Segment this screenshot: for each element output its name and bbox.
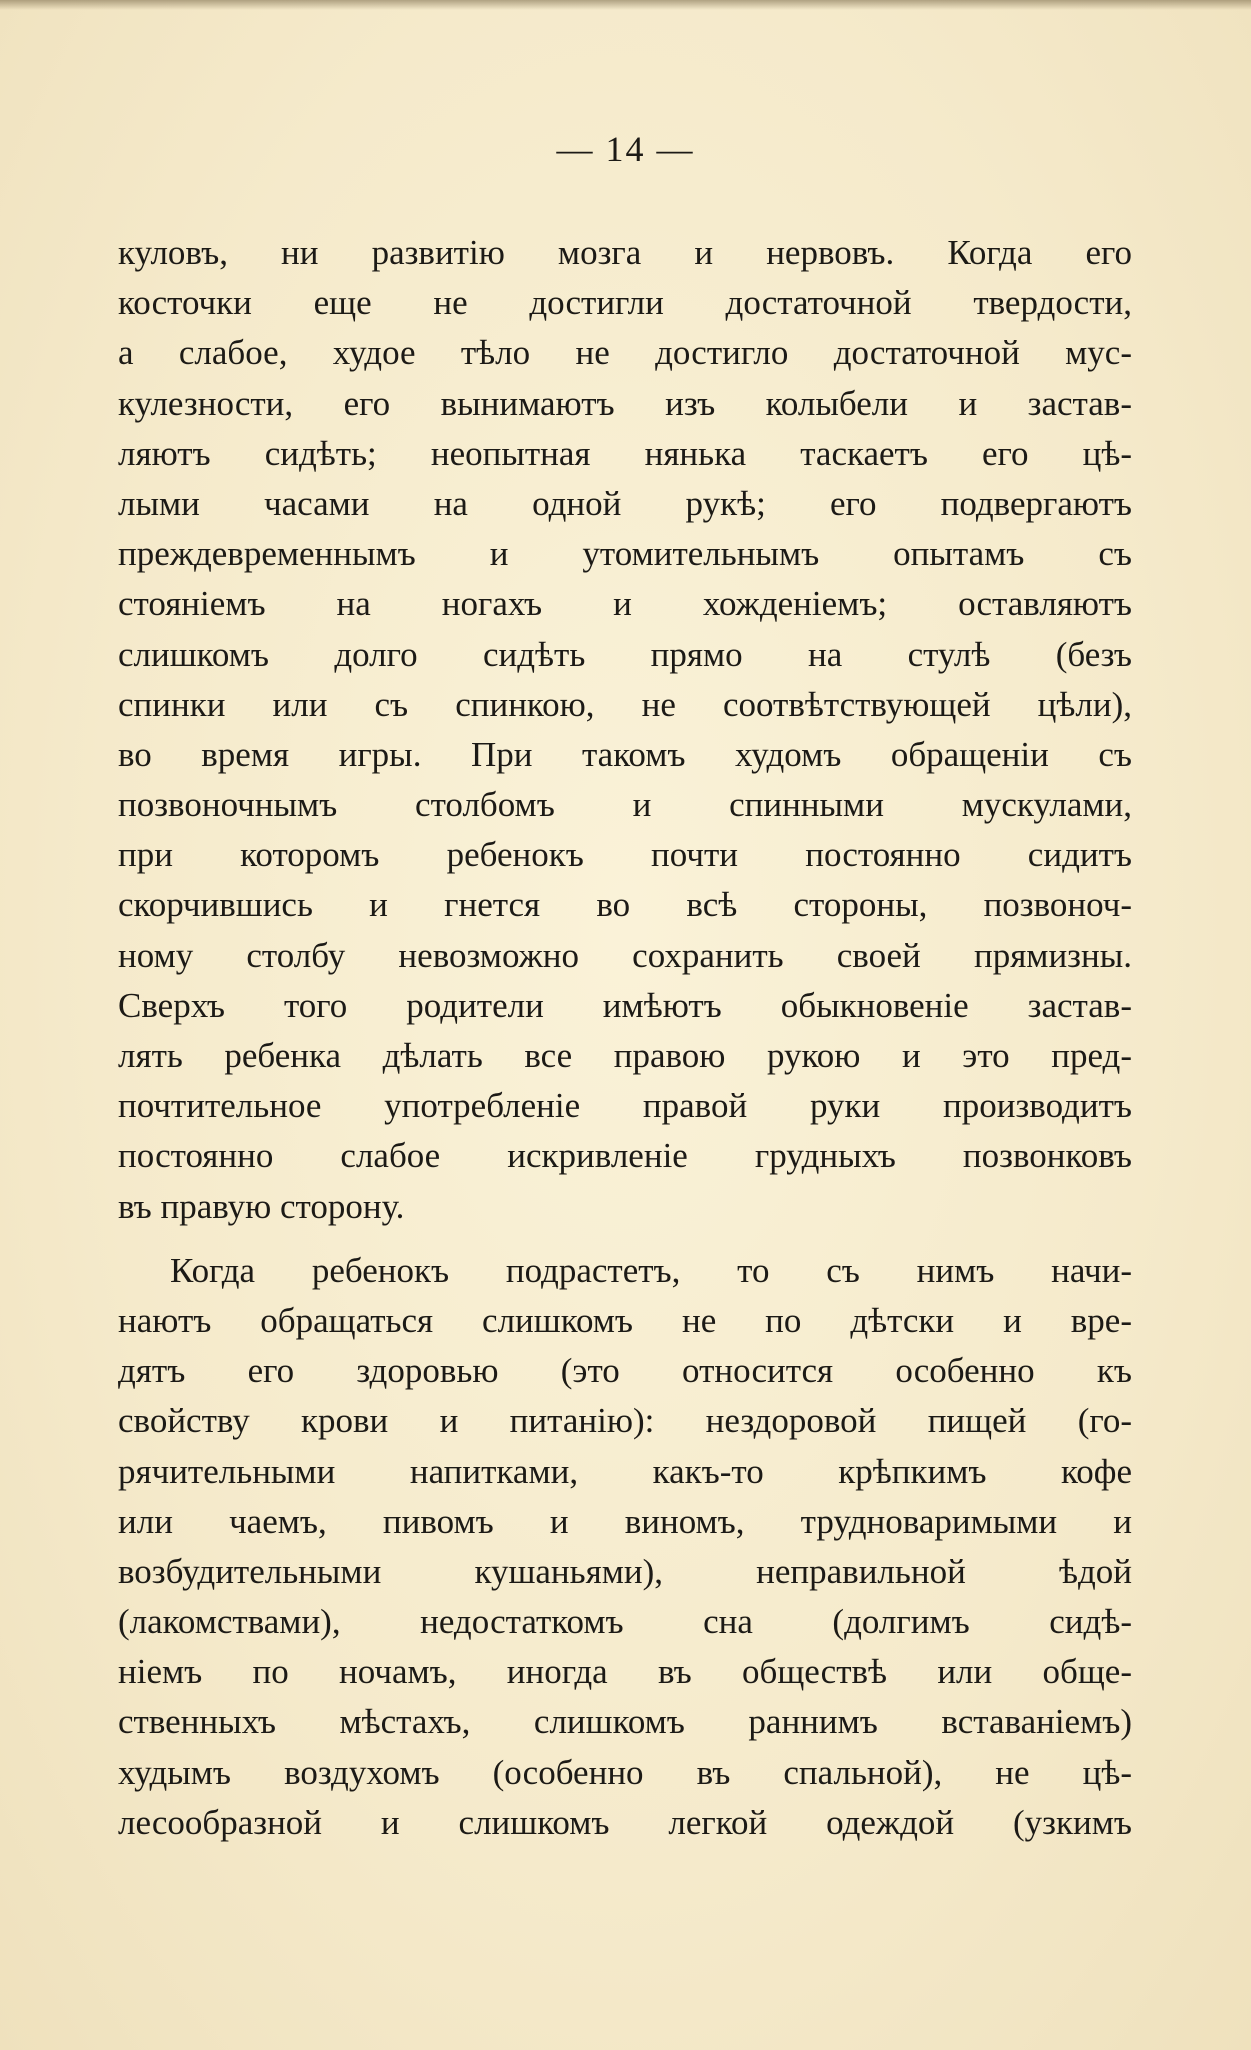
- body-text: [118, 228, 1132, 1848]
- text-line: въ правую сторону.: [118, 1186, 405, 1226]
- text-line: ляютъ сидѣть; неопытная нянька таскаетъ его цѣ-: [118, 433, 1132, 473]
- text-line: или чаемъ, пивомъ и виномъ, трудноваримыми и: [118, 1501, 1132, 1541]
- text-line: Когда ребенокъ подрастетъ, то съ нимъ начи-: [170, 1250, 1132, 1290]
- text-line: стояніемъ на ногахъ и хожденіемъ; оставляютъ: [118, 584, 1132, 624]
- text-line: свойству крови и питанію): нездоровой пищей (го-: [118, 1401, 1132, 1441]
- text-line: куловъ, ни развитію мозга и нервовъ. Когда его: [118, 233, 1132, 272]
- text-line: при которомъ ребенокъ почти постоянно сидитъ: [118, 835, 1132, 875]
- text-line: позвоночнымъ столбомъ и спинными мускулами,: [118, 785, 1132, 825]
- text-line: преждевременнымъ и утомительнымъ опытамъ съ: [118, 534, 1132, 574]
- text-line: скорчившись и гнется во всѣ стороны, позвоноч-: [118, 885, 1132, 925]
- text-line: ніемъ по ночамъ, иногда въ обществѣ или обще-: [118, 1652, 1132, 1692]
- text-line: лесообразной и слишкомъ легкой одеждой (узкимъ: [118, 1802, 1132, 1842]
- text-line: почтительное употребленіе правой руки производитъ: [118, 1086, 1132, 1126]
- text-line: (лакомствами), недостаткомъ сна (долгимъ сидѣ-: [118, 1602, 1132, 1642]
- text-line: лыми часами на одной рукѣ; его подвергаютъ: [118, 483, 1132, 523]
- text-line: дятъ его здоровью (это относится особенно къ: [118, 1351, 1132, 1391]
- text-line: возбудительными кушаньями), неправильной ѣдой: [118, 1551, 1132, 1591]
- paragraph-2: [118, 1246, 1132, 1848]
- text-line: постоянно слабое искривленіе грудныхъ позвонковъ: [118, 1136, 1132, 1176]
- text-line: косточки еще не достигли достаточной твердости,: [118, 283, 1132, 323]
- page-number: — 14 —: [556, 129, 695, 169]
- page-top-edge: [0, 0, 1251, 10]
- text-line: ному столбу невозможно сохранить своей прямизны.: [118, 935, 1132, 975]
- text-line: наютъ обращаться слишкомъ не по дѣтски и вре-: [118, 1300, 1132, 1340]
- text-line: рячительными напитками, какъ-то крѣпкимъ кофе: [118, 1451, 1132, 1491]
- text-line: худымъ воздухомъ (особенно въ спальной), не цѣ-: [118, 1752, 1132, 1792]
- paragraph-gap: [118, 1232, 1132, 1246]
- text-line: а слабое, худое тѣло не достигло достаточной мус-: [118, 333, 1132, 373]
- text-line: лять ребенка дѣлать все правою рукою и это пред-: [118, 1036, 1132, 1075]
- text-line: Сверхъ того родители имѣютъ обыкновеніе застав-: [118, 985, 1132, 1025]
- text-line: кулезности, его вынимаютъ изъ колыбели и застав-: [118, 383, 1132, 423]
- text-line: слишкомъ долго сидѣть прямо на стулѣ (безъ: [118, 634, 1132, 674]
- paragraph-1: [118, 228, 1132, 1232]
- text-line: во время игры. При такомъ худомъ обращеніи съ: [118, 734, 1132, 774]
- text-line: ственныхъ мѣстахъ, слишкомъ раннимъ вставаніемъ): [118, 1702, 1132, 1742]
- text-line: спинки или съ спинкою, не соотвѣтствующей цѣли),: [118, 684, 1132, 724]
